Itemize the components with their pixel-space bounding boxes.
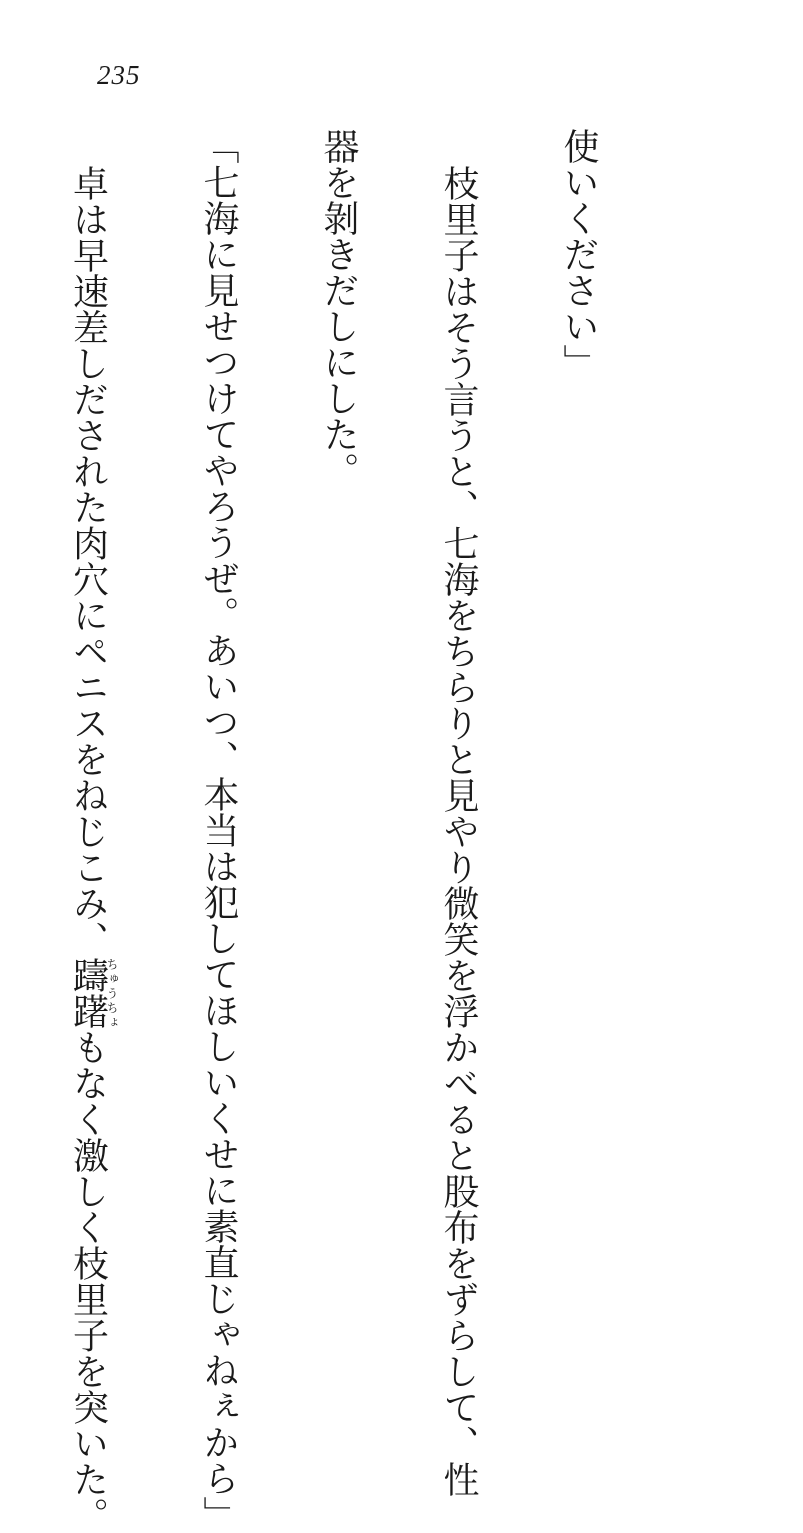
ruby-churyo: 躊躇ちゅうちょ	[67, 957, 119, 1029]
text-line-2: 枝里子はそう言うと、七海をちらりと見やり微笑を浮かべると股布をずらして、性	[438, 165, 479, 1497]
text-line-4: 「七海に見せつけてやろうぜ。あいつ、本当は犯してほしいくせに素直じゃねぇから」	[198, 128, 239, 1532]
text-line-5: 卓は早速差しだされた肉穴にペニスをねじこみ、躊躇ちゅうちょもなく激しく枝里子を突いた。	[67, 165, 119, 1533]
text-line-3: 器を剝きだしにした。	[318, 128, 359, 488]
page-number: 235	[97, 60, 141, 90]
text-line-1: 使いください」	[558, 128, 599, 380]
ruby-reading-churyo: ちゅうちょ	[105, 957, 119, 1029]
vertical-text-body	[0, 128, 678, 1533]
